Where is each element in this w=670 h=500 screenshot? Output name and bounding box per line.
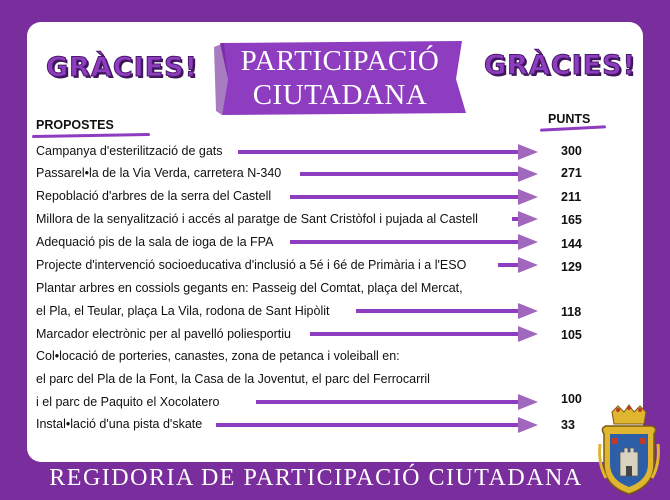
proposal-points: 105 (561, 328, 582, 342)
proposal-points: 271 (561, 166, 582, 180)
proposal-text: Marcador electrònic per al pavelló poliesportiu (36, 327, 291, 341)
arrow-right-icon (290, 234, 538, 250)
proposal-text: el parc del Pla de la Font, la Casa de la Joventut, el parc del Ferrocarril (36, 372, 430, 386)
proposal-text: i el parc de Paquito el Xocolatero (36, 395, 220, 409)
banner-title-line1: PARTICIPACIÓ (240, 45, 440, 77)
proposal-points: 300 (561, 144, 582, 158)
proposal-text: Plantar arbres en cossiols gegants en: Passeig del Comtat, plaça del Mercat, (36, 281, 463, 295)
proposal-points: 211 (561, 190, 582, 204)
proposal-points: 118 (561, 305, 582, 319)
proposal-points: 144 (561, 237, 582, 251)
proposal-text: el Pla, el Teular, plaça La Vila, rodona de Sant Hipòlit (36, 304, 330, 318)
proposal-points: 100 (561, 392, 582, 406)
arrow-right-icon (310, 326, 538, 342)
arrow-right-icon (256, 394, 538, 410)
footer-title: REGIDORIA DE PARTICIPACIÓ CIUTADANA (49, 465, 583, 491)
proposal-text: Instal•lació d'una pista d'skate (36, 417, 203, 431)
proposal-text: Millora de la senyalització i accés al paratge de Sant Cristòfol i pujada al Castell (36, 212, 478, 226)
banner-title-line2: CIUTADANA (252, 79, 428, 111)
title-banner (214, 41, 466, 115)
arrow-right-icon (498, 257, 538, 273)
column-header-proposals: PROPOSTES (36, 118, 114, 132)
proposal-text: Adequació pis de la sala de ioga de la FPA (36, 235, 274, 249)
arrow-right-icon (290, 189, 538, 205)
arrow-right-icon (356, 303, 538, 319)
gracies-right-heading: GRÀCIES! (484, 50, 636, 81)
proposal-text: Campanya d'esterilització de gats (36, 144, 223, 158)
column-header-points: PUNTS (548, 112, 591, 126)
arrow-right-icon (300, 166, 538, 182)
arrow-right-icon (512, 211, 538, 227)
proposal-points: 165 (561, 213, 582, 227)
arrow-right-icon (238, 144, 538, 160)
town-coat-of-arms-icon (598, 404, 660, 496)
arrow-right-icon (216, 417, 538, 433)
proposal-points: 33 (561, 418, 575, 432)
proposal-points: 129 (561, 260, 582, 274)
proposal-text: Passarel•la de la Via Verda, carretera N-340 (36, 166, 282, 180)
proposal-text: Col•locació de porteries, canastes, zona de petanca i voleiball en: (36, 349, 400, 363)
proposal-text: Repoblació d'arbres de la serra del Castell (36, 189, 272, 203)
gracies-left-heading: GRÀCIES! (46, 52, 198, 83)
proposal-text: Projecte d'intervenció socioeducativa d'inclusió a 5é i 6é de Primària i a l'ESO (36, 258, 467, 272)
